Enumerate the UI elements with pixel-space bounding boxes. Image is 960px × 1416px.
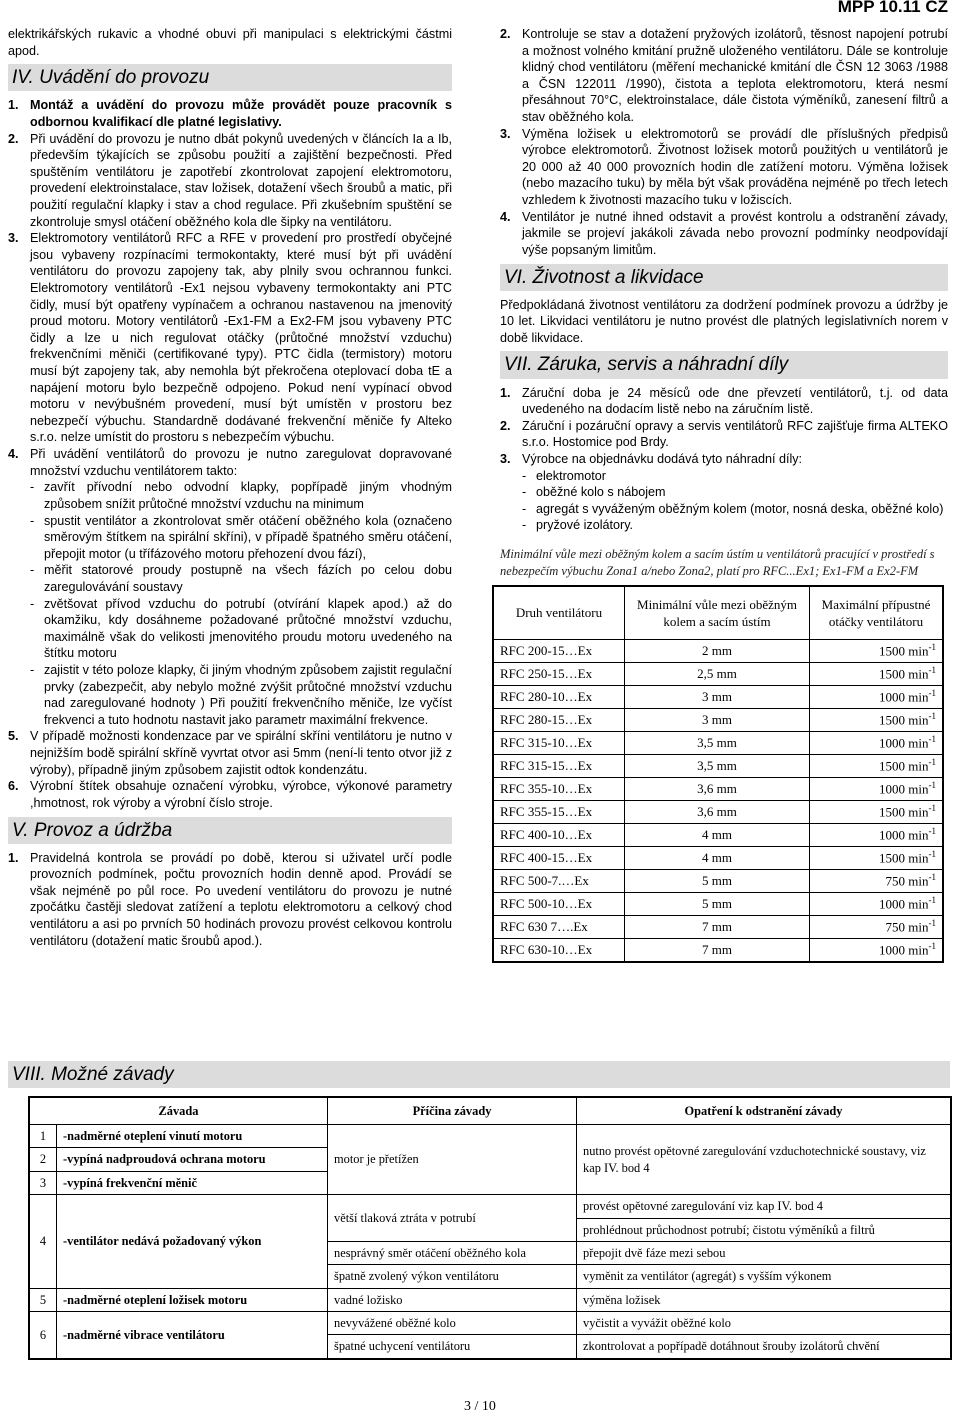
list-item	[8, 850, 452, 950]
fault-table	[28, 1096, 952, 1360]
clearance-cell: 3 mm	[625, 686, 810, 709]
table-caption: Minimální vůle mezi oběžným kolem a sacím ústím u ventilátorů pracující v prostředí s nebezpečím výbuchu Zona1 a/nebo Zona2, platí pro RFC...Ex1; Ex1-FM a Ex2-FM	[500, 547, 935, 578]
speed-value: 1500 min	[879, 850, 929, 866]
section-vii-title: VII. Záruka, servis a náhradní díly	[500, 351, 948, 378]
table-row	[493, 893, 943, 916]
table-row	[493, 755, 943, 778]
table-row	[493, 663, 943, 686]
speed-value: 1500 min	[879, 804, 929, 820]
table-row	[29, 1288, 951, 1311]
speed-exponent: -1	[928, 872, 936, 883]
speed-value: 1000 min	[879, 689, 929, 705]
table-row	[493, 686, 943, 709]
list-item	[500, 451, 948, 534]
fault-cause: nesprávný směr otáčení oběžného kola	[328, 1241, 577, 1264]
fault-cause: motor je přetížen	[328, 1125, 577, 1195]
table-row	[493, 939, 943, 963]
clearance-cell: 5 mm	[625, 870, 810, 893]
fault-cause: špatně zvolený výkon ventilátoru	[328, 1265, 577, 1288]
clearance-cell: 2 mm	[625, 640, 810, 663]
list-item	[500, 26, 948, 126]
list-item: - agregát s vyváženým oběžným kolem (motor, nosná deska, oběžné kolo)	[522, 501, 948, 518]
fault-symptom: -nadměrné oteplení ložisek motoru	[57, 1288, 328, 1311]
list-item: - elektromotor	[522, 468, 948, 485]
item-text: Výměna ložisek u elektromotorů se provádí dle příslušných předpisů výrobce elektromotorů. Životnost ložisek motorů použitých u ventilátorů je 20 000 až 40 000 provozních hodin dle zatížení motoru. Výměna ložisek (nebo mazacího tuku) by měla být však prováděna nejméně po třech letech vzhledem k životnosti mazacího tuku v ložiscích.	[522, 126, 948, 208]
speed-value: 750 min	[885, 919, 929, 935]
clearance-table	[492, 585, 944, 963]
section-vi-title: VI. Životnost a likvidace	[500, 264, 948, 291]
list-item	[8, 728, 452, 778]
fan-type-cell: RFC 355-15…Ex	[493, 801, 625, 824]
speed-value: 1000 min	[879, 942, 929, 958]
list-item	[8, 778, 452, 811]
table-row	[29, 1195, 951, 1218]
list-item: - spustit ventilátor a zkontrolovat směr otáčení oběžného kola (označeno směrovým štítkem na spirální skříni), v případě špatného směru otáčení, přepojit motor (u třífázového motoru přehození dvou fází),	[30, 513, 452, 563]
column-header: Příčina závady	[328, 1097, 577, 1125]
section-v-list	[8, 850, 452, 950]
fault-symptom: -vypíná nadproudová ochrana motoru	[57, 1148, 328, 1171]
list-item: - měřit statorové proudy postupně na všech fázích po celou dobu zaregulovávání soustavy	[30, 562, 452, 595]
column-header: Opatření k odstranění závady	[577, 1097, 952, 1125]
speed-value: 1500 min	[879, 758, 929, 774]
item-number: 2.	[500, 27, 511, 41]
list-item	[500, 209, 948, 259]
fan-type-cell: RFC 630 7….Ex	[493, 916, 625, 939]
table-row	[493, 916, 943, 939]
clearance-cell: 3,5 mm	[625, 755, 810, 778]
section-vii-list	[500, 385, 948, 534]
max-speed-cell	[810, 663, 944, 686]
clearance-cell: 5 mm	[625, 893, 810, 916]
fault-remedy: výměna ložisek	[577, 1288, 952, 1311]
speed-exponent: -1	[928, 849, 936, 860]
clearance-cell: 4 mm	[625, 824, 810, 847]
fault-number: 3	[29, 1171, 57, 1194]
clearance-cell: 4 mm	[625, 847, 810, 870]
page-id: MPP 10.11 CZ	[837, 0, 948, 16]
max-speed-cell	[810, 640, 944, 663]
fault-remedy: vyčistit a vyvážit oběžné kolo	[577, 1312, 952, 1335]
table-row	[493, 801, 943, 824]
table-row	[29, 1312, 951, 1335]
fan-type-cell: RFC 500-7.…Ex	[493, 870, 625, 893]
list-item	[8, 230, 452, 446]
max-speed-cell	[810, 916, 944, 939]
spare-parts-list	[522, 468, 948, 534]
speed-exponent: -1	[928, 918, 936, 929]
fan-type-cell: RFC 400-15…Ex	[493, 847, 625, 870]
list-item	[8, 446, 452, 728]
max-speed-cell	[810, 847, 944, 870]
max-speed-cell	[810, 709, 944, 732]
item-text: Montáž a uvádění do provozu může provádět pouze pracovník s odbornou kvalifikací dle platné legislativy.	[30, 98, 452, 129]
clearance-table-body	[493, 640, 943, 963]
speed-exponent: -1	[928, 642, 936, 653]
speed-exponent: -1	[928, 757, 936, 768]
fan-type-cell: RFC 280-10…Ex	[493, 686, 625, 709]
item-text: Záruční i pozáruční opravy a servis ventilátorů RFC zajišťuje firma ALTEKO s.r.o. Hostomice pod Brdy.	[522, 418, 948, 450]
speed-value: 1500 min	[879, 643, 929, 659]
item-text: Záruční doba je 24 měsíců ode dne převzetí ventilátorů, t.j. od data uvedeného na dodacím listě nebo na záručním listě.	[522, 385, 948, 417]
item-number: 6.	[8, 779, 19, 794]
section-iv-title: IV. Uvádění do provozu	[8, 64, 452, 91]
item-text: Výrobní štítek obsahuje označení výrobku, výrobce, výkonové parametry ,hmotnost, rok výroby a výrobní číslo stroje.	[30, 779, 452, 810]
list-item	[8, 97, 452, 130]
fault-number: 1	[29, 1125, 57, 1148]
fan-type-cell: RFC 500-10…Ex	[493, 893, 625, 916]
left-column	[8, 26, 452, 949]
speed-exponent: -1	[928, 895, 936, 906]
clearance-cell: 7 mm	[625, 939, 810, 963]
fan-type-cell: RFC 315-15…Ex	[493, 755, 625, 778]
table-row	[493, 870, 943, 893]
fault-cause: větší tlaková ztráta v potrubí	[328, 1195, 577, 1242]
max-speed-cell	[810, 778, 944, 801]
max-speed-cell	[810, 870, 944, 893]
column-header: Závada	[29, 1097, 328, 1125]
table-header-row	[493, 586, 943, 640]
speed-value: 1000 min	[879, 896, 929, 912]
table-row	[29, 1125, 951, 1148]
speed-value: 1000 min	[879, 827, 929, 843]
speed-exponent: -1	[928, 941, 936, 952]
list-item	[500, 126, 948, 209]
max-speed-cell	[810, 824, 944, 847]
item-text: Pravidelná kontrola se provádí po době, kterou si uživatel určí podle provozních podmínek, počtu provozních hodin denně apod. Provádí se však nejméně po půl roce. Po uvedení ventilátoru do provozu je nutné zpočátku častěji sledovat zatížení a teplotu elektromotoru a celkový chod ventilátoru a asi po prvních 50 hodinách provozu provést celkovou kontrolu ventilátoru (dotažení matic šroubů apod.).	[30, 850, 452, 948]
list-item: - pryžové izolátory.	[522, 517, 948, 534]
section-v-list-continued	[500, 26, 948, 259]
item-number: 1.	[8, 850, 19, 865]
item-number: 5.	[8, 729, 19, 744]
intro-text: elektrikářských rukavic a vhodné obuvi při manipulaci s elektrickými částmi apod.	[8, 27, 452, 58]
max-speed-cell	[810, 801, 944, 824]
item-number: 2.	[8, 131, 19, 146]
speed-exponent: -1	[928, 734, 936, 745]
fault-symptom: -nadměrné vibrace ventilátoru	[57, 1312, 328, 1359]
speed-exponent: -1	[928, 826, 936, 837]
fault-number: 2	[29, 1148, 57, 1171]
item-text: Při uvádění ventilátorů do provozu je nutno zaregulovat dopravované množství vzduchu ventilátorem takto:	[30, 447, 452, 478]
item-text: Při uvádění do provozu je nutno dbát pokynů uvedených v článcích Ia a Ib, především týkajících se způsobu použití a zajištění bezpečnosti. Před spuštěním ventilátoru je zapotřebí zkontrolovat zapojení elektromotoru, provedení elektroinstalace, stav ložisek, dotažení všech šroubů a matic, při použití regulační klapky i stav a chod regulace. Při zkušebním spuštění se zkontroluje smysl otáčení oběžného kola dle šipky na ventilátoru.	[30, 131, 452, 229]
table-row	[493, 847, 943, 870]
right-column	[500, 26, 948, 963]
max-speed-cell	[810, 939, 944, 963]
fault-remedy: nutno provést opětovné zaregulování vzduchotechnické soustavy, viz kap IV. bod 4	[577, 1125, 952, 1195]
item-text: Elektromotory ventilátorů RFC a RFE v provedení pro prostředí obyčejné jsou vybaveny rozpínacími termokontakty, které musí být při uvádění ventilátoru do provozu zapojeny tak, aby plnily svou ochrannou funkci. Elektromotory ventilátorů -Ex1 nejsou vybaveny termokontakty ani PTC čidly, musí být opatřeny vypínačem a ochranou nastavenou na jmenovitý proud motoru. Motory ventilátorů -Ex1-FM a Ex2-FM jsou vybaveny PTC čidly a lze u nich regulovat otáčky (průtočné množství vzduchu) frekvenčními měniči (certifikované typy). PTC čidla (termistory) motoru musí být zapojeny tak, aby nemohla být překročena oteplovací doba tE a napájení motoru bylo bezpečně odpojeno. Pokud není vypínací obvod motoru v nevýbušném provedení, musí být umístěn v prostoru bez nebezpečí výbuchu. Standardně dodávané frekvenční měniče fy Alteko s.r.o. nelze umístit do prostoru s nebezpečím výbuchu.	[30, 231, 452, 445]
list-item	[500, 385, 948, 418]
max-speed-cell	[810, 755, 944, 778]
fault-symptom: -vypíná frekvenční měnič	[57, 1171, 328, 1194]
list-item: - oběžné kolo s nábojem	[522, 484, 948, 501]
item-number: 4.	[8, 447, 19, 462]
table-row	[493, 640, 943, 663]
list-item: - zavřít přívodní nebo odvodní klapky, popřípadě jiným vhodným způsobem snížit průtočné množství vzduchu na minimum	[30, 479, 452, 512]
clearance-cell: 7 mm	[625, 916, 810, 939]
item-number: 2.	[500, 418, 511, 433]
table-header-row	[29, 1097, 951, 1125]
item-number: 1.	[8, 98, 19, 113]
speed-value: 750 min	[885, 873, 929, 889]
item-text: Výrobce na objednávku dodává tyto náhradní díly:	[522, 451, 803, 466]
clearance-cell: 2,5 mm	[625, 663, 810, 686]
item-number: 4.	[500, 209, 511, 224]
speed-value: 1500 min	[879, 666, 929, 682]
item-number: 3.	[500, 126, 511, 141]
fan-type-cell: RFC 630-10…Ex	[493, 939, 625, 963]
page-number: 3 / 10	[464, 1399, 496, 1414]
fan-type-cell: RFC 280-15…Ex	[493, 709, 625, 732]
fault-remedy: přepojit dvě fáze mezi sebou	[577, 1241, 952, 1264]
clearance-cell: 3,5 mm	[625, 732, 810, 755]
item-text: Kontroluje se stav a dotažení pryžových izolátorů, těsnost napojení potrubí a možnost volného kmitání pružně uloženého ventilátoru. Dále se kontroluje klidný chod ventilátoru (měření mechanické kmitání dle ČSN 12 3063 /1988 a ČSN 122011 /1990), čistota a teplota elektromotoru, která nesmí přesáhnout 70°C, elektroinstalace, dále čistota výměníků, zanesení filtrů a stav oběžného kola.	[522, 27, 948, 125]
regulation-steps	[30, 479, 452, 728]
fault-cause: špatné uchycení ventilátoru	[328, 1335, 577, 1359]
fan-type-cell: RFC 355-10…Ex	[493, 778, 625, 801]
fault-cause: nevyvážené oběžné kolo	[328, 1312, 577, 1335]
fan-type-cell: RFC 400-10…Ex	[493, 824, 625, 847]
item-text: V případě možnosti kondenzace par ve spirální skříni ventilátoru je nutno v nejnižším bodě spirální skříně vyvrtat otvor asi 5mm (není-li tento otvor již z výroby), případně jiným způsobem zajistit odtok kondenzátu.	[30, 729, 452, 777]
speed-value: 1000 min	[879, 735, 929, 751]
column-header: Druh ventilátoru	[493, 586, 625, 640]
max-speed-cell	[810, 686, 944, 709]
lifetime-text: Předpokládaná životnost ventilátoru za dodržení podmínek provozu a údržby je 10 let. Likvidaci ventilátoru je nutno provést dle platných legislativních norem v době likvidace.	[500, 297, 948, 345]
speed-value: 1000 min	[879, 781, 929, 797]
speed-exponent: -1	[928, 665, 936, 676]
table-row	[493, 778, 943, 801]
clearance-cell: 3,6 mm	[625, 801, 810, 824]
speed-exponent: -1	[928, 780, 936, 791]
section-iv-list	[8, 97, 452, 811]
fault-number: 6	[29, 1312, 57, 1359]
max-speed-cell	[810, 893, 944, 916]
max-speed-cell	[810, 732, 944, 755]
fan-type-cell: RFC 200-15…Ex	[493, 640, 625, 663]
item-number: 1.	[500, 385, 511, 400]
speed-exponent: -1	[928, 711, 936, 722]
list-item	[500, 418, 948, 451]
fault-remedy: prohlédnout průchodnost potrubí; čistotu výměníků a filtrů	[577, 1218, 952, 1241]
list-item: - zajistit v této poloze klapky, či jiným vhodným způsobem zajistit regulační prvky (zabezpečit, aby nebylo možné zvýšit průtočné množství vzduchu nad zaregulované hodnoty ) Při použití frekvenčního měniče, lze vyčíst frekvenci a tuto hodnotu nastavit jako parametr maximální frekvence.	[30, 662, 452, 728]
column-header: Minimální vůle mezi oběžným kolem a sacím ústím	[625, 586, 810, 640]
speed-value: 1500 min	[879, 712, 929, 728]
section-viii-title: VIII. Možné závady	[8, 1061, 950, 1088]
item-text: Ventilátor je nutné ihned odstavit a provést kontrolu a odstranění závady, jakmile se projeví jakákoli závada nebo provozní podmínky neodpovídají výše popsaným limitům.	[522, 209, 948, 257]
section-v-title: V. Provoz a údržba	[8, 817, 452, 844]
table-row	[493, 732, 943, 755]
fault-symptom: -ventilátor nedává požadovaný výkon	[57, 1195, 328, 1289]
clearance-cell: 3,6 mm	[625, 778, 810, 801]
fault-remedy: provést opětovné zaregulování viz kap IV. bod 4	[577, 1195, 952, 1218]
fault-cause: vadné ložisko	[328, 1288, 577, 1311]
table-row	[493, 824, 943, 847]
fan-type-cell: RFC 250-15…Ex	[493, 663, 625, 686]
speed-exponent: -1	[928, 688, 936, 699]
fault-number: 5	[29, 1288, 57, 1311]
speed-exponent: -1	[928, 803, 936, 814]
fault-remedy: zkontrolovat a popřípadě dotáhnout šrouby izolátorů chvění	[577, 1335, 952, 1359]
fault-symptom: -nadměrné oteplení vinutí motoru	[57, 1125, 328, 1148]
fault-number: 4	[29, 1195, 57, 1289]
item-number: 3.	[500, 451, 511, 466]
clearance-cell: 3 mm	[625, 709, 810, 732]
list-item	[8, 131, 452, 231]
list-item: - zvětšovat přívod vzduchu do potrubí (otvírání klapek apod.) až do okamžiku, kdy dosáhneme požadované průtočné množství vzduchu, maximálně však do velikosti jmenovitého proudu motoru uvedeného na štítku motoru	[30, 596, 452, 662]
fan-type-cell: RFC 315-10…Ex	[493, 732, 625, 755]
fault-remedy: vyměnit za ventilátor (agregát) s vyšším výkonem	[577, 1265, 952, 1288]
item-number: 3.	[8, 231, 19, 246]
column-header: Maximální přípustné otáčky ventilátoru	[810, 586, 944, 640]
table-row	[493, 709, 943, 732]
